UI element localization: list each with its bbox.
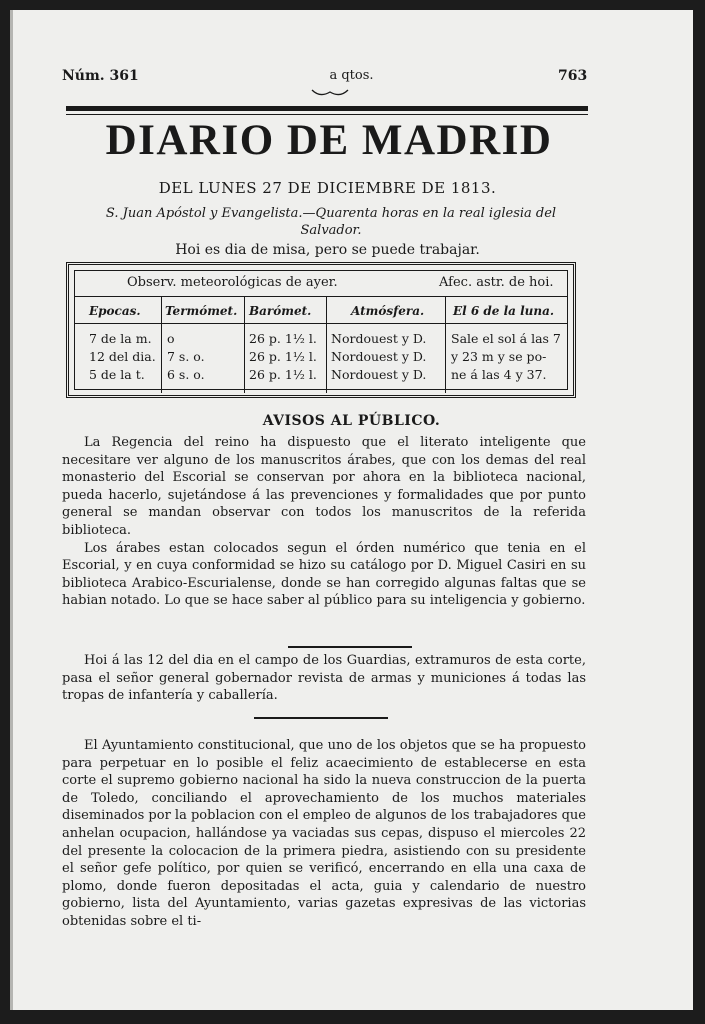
issue-number: Núm. 361 bbox=[62, 68, 139, 84]
row3-barometro: 26 p. 1½ l. bbox=[249, 367, 317, 382]
row1-atmosfera: Nordouest y D. bbox=[331, 331, 427, 346]
col-header-termometro: Termómet. bbox=[165, 304, 238, 318]
col-divider-3 bbox=[326, 296, 327, 393]
paragraph-guardias: Hoi á las 12 del dia en el campo de los Guardias, extramuros de esta corte, pasa el señor general gobernador revista de armas y municiones á todas las tropas de infantería y caballería. bbox=[62, 653, 586, 704]
row3-termometro: 6 s. o. bbox=[167, 367, 205, 382]
masthead-title: DIARIO DE MADRID bbox=[105, 117, 553, 164]
separator-rule-2 bbox=[254, 717, 388, 719]
page-edge bbox=[10, 10, 13, 1010]
col-divider-2 bbox=[244, 296, 245, 393]
astro-line-1: Sale el sol á las 7 bbox=[451, 331, 561, 346]
paragraph-ayuntamiento: El Ayuntamiento constitucional, que uno de los objetos que se ha propuesto para perpetuar en lo posible el feliz acaecimiento de establecerse en esta corte el supremo gobierno nacional ha sido la nueva construccion de la puerta de Toledo, conciliando el aprovechamiento de los muchos materiales diseminados por la poblacion con el empleo de algunos de los trabajadores que anhelan ocupacion, hallándose ya vaciadas sus cepas, dispuso el miercoles 22 del presente la colocacion de la primera piedra, asistiendo con su presidente el señor gefe político, por quien se verificó, encerrando en ella una caxa de plomo, donde fueron depositadas el acta, guia y calendario de nuestro gobierno, lista del Ayuntamiento, varias gazetas expresivas de las victorias obtenidas sobre el ti- bbox=[62, 738, 586, 929]
astro-line-3: ne á las 4 y 37. bbox=[451, 367, 547, 382]
col-header-luna: El 6 de la luna. bbox=[453, 304, 555, 318]
row2-atmosfera: Nordouest y D. bbox=[331, 349, 427, 364]
saints-day: S. Juan Apóstol y Evangelista.—Quarenta horas en la real iglesia del Salvador. bbox=[105, 206, 557, 238]
weather-caption: Observ. meteorológicas de ayer. bbox=[127, 275, 338, 290]
row2-epoca: 12 del dia. bbox=[89, 349, 156, 364]
newspaper-page bbox=[10, 10, 693, 1010]
article-guardias bbox=[62, 652, 586, 705]
paragraph-regencia: La Regencia del reino ha dispuesto que el literato inteligente que necesitare ver alguno de los manuscritos árabes, que con los demas del real monasterio del Escorial se conservan por ahora en la biblioteca nacional, pueda hacerlo, sujetándose á las prevenciones y formalidades que por punto general se mandan observar con todos los manuscritos de la referida biblioteca. bbox=[62, 435, 586, 538]
paragraph-arabes: Los árabes estan colocados segun el órden numérico que tenia en el Escorial, y en cuya conformidad se hizo su catálogo por D. Miguel Casiri en su biblioteca Arabico-Escurialense, donde se han corregido algunas faltas que se habian notado. Lo que se hace saber al público para su inteligencia y gobierno. bbox=[62, 540, 586, 609]
row1-barometro: 26 p. 1½ l. bbox=[249, 331, 317, 346]
row1-termometro: o bbox=[167, 331, 175, 346]
masthead-rule-thick bbox=[66, 106, 588, 111]
format-label: a qtos. bbox=[329, 68, 374, 83]
col-divider-4 bbox=[445, 296, 446, 393]
table-rule-top bbox=[75, 296, 567, 297]
row2-barometro: 26 p. 1½ l. bbox=[249, 349, 317, 364]
article-ayuntamiento bbox=[62, 737, 586, 931]
row3-epoca: 5 de la t. bbox=[89, 367, 145, 382]
astro-caption: Afec. astr. de hoi. bbox=[439, 275, 554, 290]
col-header-epocas: Epocas. bbox=[89, 304, 141, 318]
row2-termometro: 7 s. o. bbox=[167, 349, 205, 364]
table-rule-header bbox=[75, 323, 567, 324]
article-regencia bbox=[62, 434, 586, 610]
masthead-rule-thin bbox=[66, 114, 588, 115]
weather-table bbox=[66, 262, 576, 398]
col-header-barometro: Barómet. bbox=[249, 304, 312, 318]
mass-notice: Hoi es dia de misa, pero se puede trabajar. bbox=[175, 242, 480, 258]
col-divider-1 bbox=[161, 296, 162, 393]
row1-epoca: 7 de la m. bbox=[89, 331, 152, 346]
row3-atmosfera: Nordouest y D. bbox=[331, 367, 427, 382]
dateline: DEL LUNES 27 DE DICIEMBRE DE 1813. bbox=[158, 179, 497, 197]
astro-line-2: y 23 m y se po- bbox=[451, 349, 547, 364]
section-title: AVISOS AL PÚBLICO. bbox=[262, 413, 441, 429]
page-number: 763 bbox=[558, 68, 588, 84]
flourish-ornament bbox=[310, 86, 350, 98]
separator-rule-1 bbox=[288, 646, 412, 648]
col-header-atmosfera: Atmósfera. bbox=[351, 304, 425, 318]
